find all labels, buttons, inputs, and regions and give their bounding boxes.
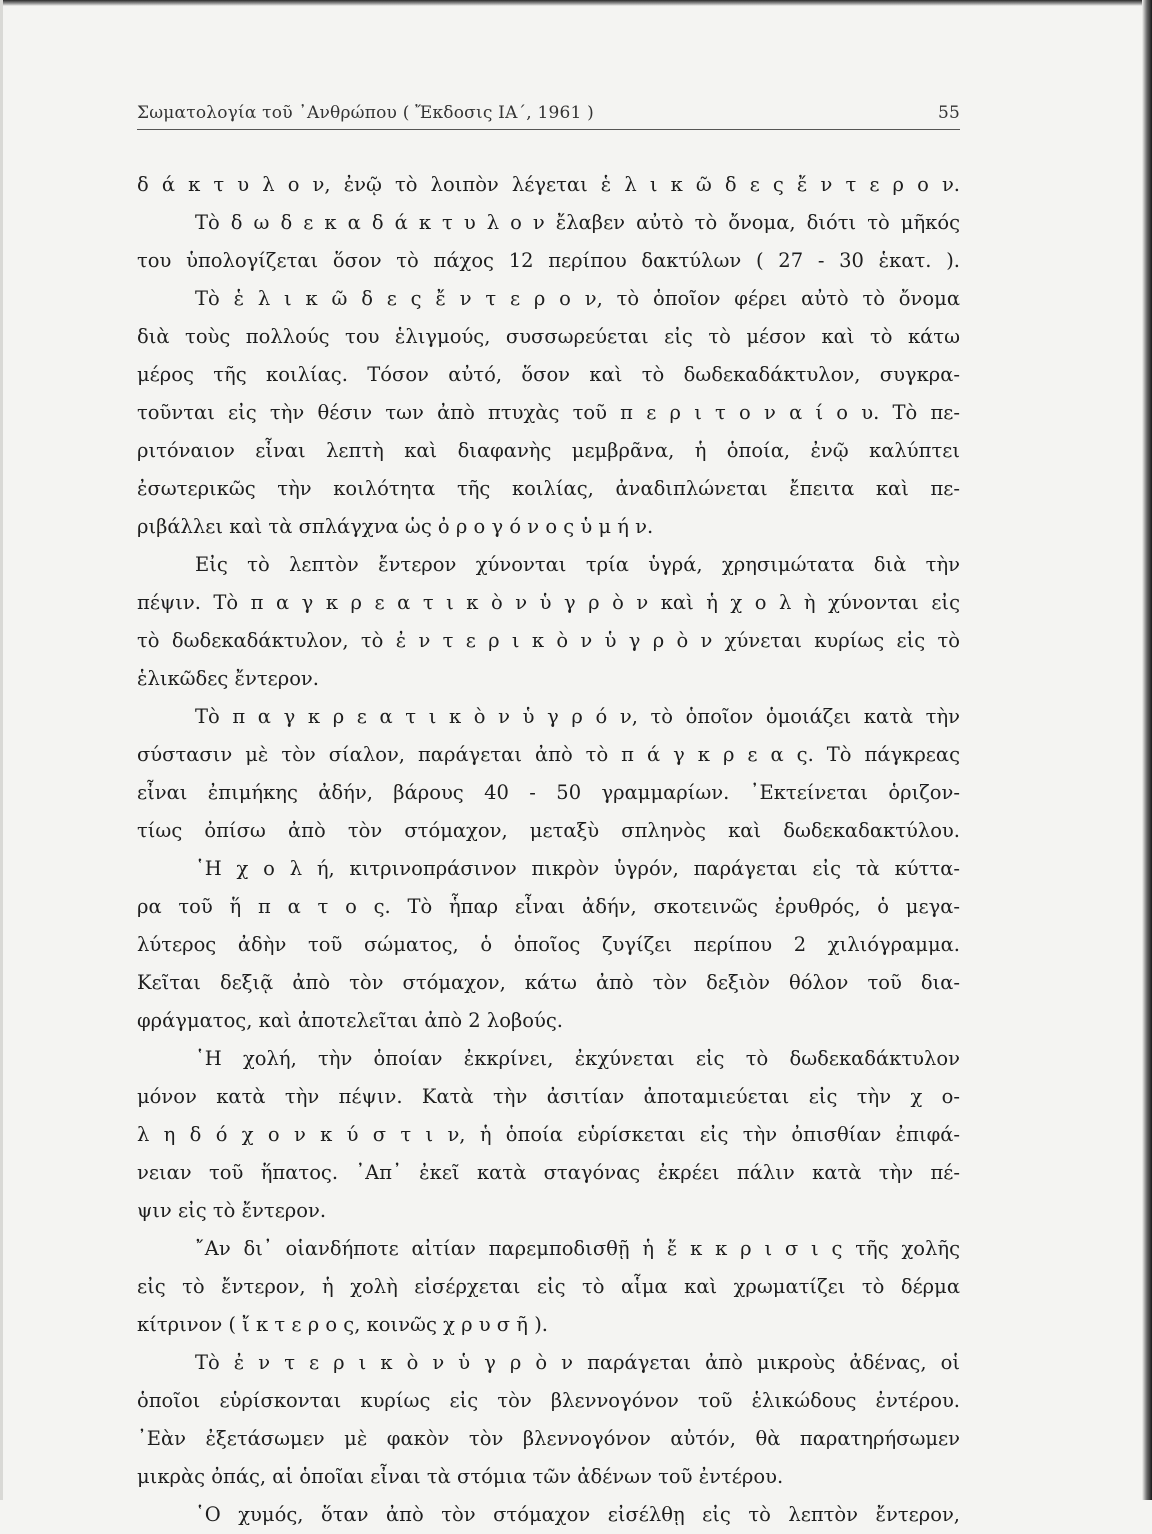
scan-edge-top (0, 0, 1152, 6)
body-text (137, 166, 960, 1534)
text-line: ὁποῖοι εὑρίσκονται κυρίως εἰς τὸν βλεννογόνον τοῦ ἑλικώδους ἐντέρου. (137, 1389, 960, 1412)
text-line: ῾Η χ ο λ ή, κιτρινοπράσινον πικρὸν ὑγρόν, παράγεται εἰς τὰ κύττα- (195, 857, 960, 880)
text-line: ριτόναιον εἶναι λεπτὴ καὶ διαφανὴς μεμβρᾶνα, ἡ ὁποία, ἐνῷ καλύπτει (137, 439, 960, 462)
text-line: εἰς τὸ ἔντερον, ἡ χολὴ εἰσέρχεται εἰς τὸ αἷμα καὶ χρωματίζει τὸ δέρμα (137, 1275, 960, 1298)
text-line: ῎Αν δι᾿ οἱανδήποτε αἰτίαν παρεμποδισθῇ ἡ ἔ κ κ ρ ι σ ι ς τῆς χολῆς (195, 1237, 960, 1260)
text-line: ψιν εἰς τὸ ἔντερον. (137, 1199, 327, 1222)
page-number: 55 (937, 103, 960, 123)
text-line: τοῦνται εἰς τὴν θέσιν των ἀπὸ πτυχὰς τοῦ π ε ρ ι τ ο ν α ί ο υ. Τὸ πε- (137, 401, 960, 424)
text-line: εἶναι ἐπιμήκης ἀδήν, βάρους 40 - 50 γραμμαρίων. ᾿Εκτείνεται ὁριζον- (137, 781, 960, 804)
text-line: ριβάλλει καὶ τὰ σπλάγχνα ὡς ὀ ρ ο γ ό ν ο ς ὑ μ ή ν. (137, 515, 654, 538)
text-line: τὸ δωδεκαδάκτυλον, τὸ ἐ ν τ ε ρ ι κ ὸ ν ὑ γ ρ ὸ ν χύνεται κυρίως εἰς τὸ (137, 629, 960, 652)
text-line: πέψιν. Τὸ π α γ κ ρ ε α τ ι κ ὸ ν ὑ γ ρ ὸ ν καὶ ἡ χ ο λ ὴ χύνονται εἰς (137, 591, 960, 614)
text-line: ρα τοῦ ἥ π α τ ο ς. Τὸ ἧπαρ εἶναι ἀδήν, σκοτεινῶς ἐρυθρός, ὁ μεγα- (137, 895, 960, 918)
text-line: Τὸ ἑ λ ι κ ῶ δ ε ς ἔ ν τ ε ρ ο ν, τὸ ὁποῖον φέρει αὐτὸ τὸ ὄνομα (195, 287, 960, 310)
text-line: ἑλικῶδες ἔντερον. (137, 667, 319, 690)
text-line: λύτερος ἀδὴν τοῦ σώματος, ὁ ὁποῖος ζυγίζει περίπου 2 χιλιόγραμμα. (137, 933, 960, 956)
text-line: μόνον κατὰ τὴν πέψιν. Κατὰ τὴν ἀσιτίαν ἀποταμιεύεται εἰς τὴν χ ο- (137, 1085, 960, 1108)
scan-edge-right (1142, 0, 1152, 1500)
text-line: Κεῖται δεξιᾷ ἀπὸ τὸν στόμαχον, κάτω ἀπὸ τὸν δεξιὸν θόλον τοῦ δια- (137, 971, 960, 994)
text-line: Τὸ ἐ ν τ ε ρ ι κ ὸ ν ὑ γ ρ ὸ ν παράγεται ἀπὸ μικροὺς ἀδένας, οἱ (195, 1351, 960, 1374)
text-line: μέρος τῆς κοιλίας. Τόσον αὐτό, ὅσον καὶ τὸ δωδεκαδάκτυλον, συγκρα- (137, 363, 960, 386)
text-line: διὰ τοὺς πολλούς του ἑλιγμούς, συσσωρεύεται εἰς τὸ μέσον καὶ τὸ κάτω (137, 325, 960, 348)
text-line: δ ά κ τ υ λ ο ν, ἐνῷ τὸ λοιπὸν λέγεται ἑ λ ι κ ῶ δ ε ς ἔ ν τ ε ρ ο ν. (137, 173, 960, 196)
text-line: κίτρινον ( ἴ κ τ ε ρ ο ς, κοινῶς χ ρ υ σ ῆ ). (137, 1313, 548, 1336)
text-line: λ η δ ό χ ο ν κ ύ σ τ ι ν, ἡ ὁποία εὑρίσκεται εἰς τὴν ὀπισθίαν ἐπιφά- (137, 1123, 960, 1146)
text-line: φράγματος, καὶ ἀποτελεῖται ἀπὸ 2 λοβούς. (137, 1009, 563, 1032)
scan-edge-left (0, 0, 3, 1500)
text-line: του ὑπολογίζεται ὅσον τὸ πάχος 12 περίπου δακτύλων ( 27 - 30 ἑκατ. ). (137, 249, 960, 272)
text-line: τίως ὀπίσω ἀπὸ τὸν στόμαχον, μεταξὺ σπληνὸς καὶ δωδεκαδακτύλου. (137, 819, 960, 842)
text-line: ᾿Εὰν ἐξετάσωμεν μὲ φακὸν τὸν βλεννογόνον αὐτόν, θὰ παρατηρήσωμεν (137, 1427, 960, 1450)
text-line: ῾Ο χυμός, ὅταν ἀπὸ τὸν στόμαχον εἰσέλθῃ εἰς τὸ λεπτὸν ἔντερον, (195, 1503, 960, 1526)
running-head-title: Σωματολογία τοῦ ᾿Ανθρώπου ( Ἔκδοσις ΙΑ΄, 1961 ) (137, 103, 594, 123)
header-rule (137, 129, 960, 130)
text-line: Τὸ π α γ κ ρ ε α τ ι κ ὸ ν ὑ γ ρ ό ν, τὸ ὁποῖον ὁμοιάζει κατὰ τὴν (195, 705, 960, 728)
text-line: ἐσωτερικῶς τὴν κοιλότητα τῆς κοιλίας, ἀναδιπλώνεται ἔπειτα καὶ πε- (137, 477, 960, 500)
running-head (137, 100, 960, 130)
text-line: σύστασιν μὲ τὸν σίαλον, παράγεται ἀπὸ τὸ π ά γ κ ρ ε α ς. Τὸ πάγκρεας (137, 743, 960, 766)
text-line: νειαν τοῦ ἥπατος. ᾿Απ᾿ ἐκεῖ κατὰ σταγόνας ἐκρέει πάλιν κατὰ τὴν πέ- (137, 1161, 960, 1184)
text-line: ῾Η χολή, τὴν ὁποίαν ἐκκρίνει, ἐκχύνεται εἰς τὸ δωδεκαδάκτυλον (195, 1047, 960, 1070)
text-line: Εἰς τὸ λεπτὸν ἔντερον χύνονται τρία ὑγρά, χρησιμώτατα διὰ τὴν (195, 553, 960, 576)
text-line: Τὸ δ ω δ ε κ α δ ά κ τ υ λ ο ν ἔλαβεν αὐτὸ τὸ ὄνομα, διότι τὸ μῆκός (195, 211, 960, 234)
text-line: μικρὰς ὀπάς, αἱ ὁποῖαι εἶναι τὰ στόμια τῶν ἀδένων τοῦ ἐντέρου. (137, 1465, 784, 1488)
